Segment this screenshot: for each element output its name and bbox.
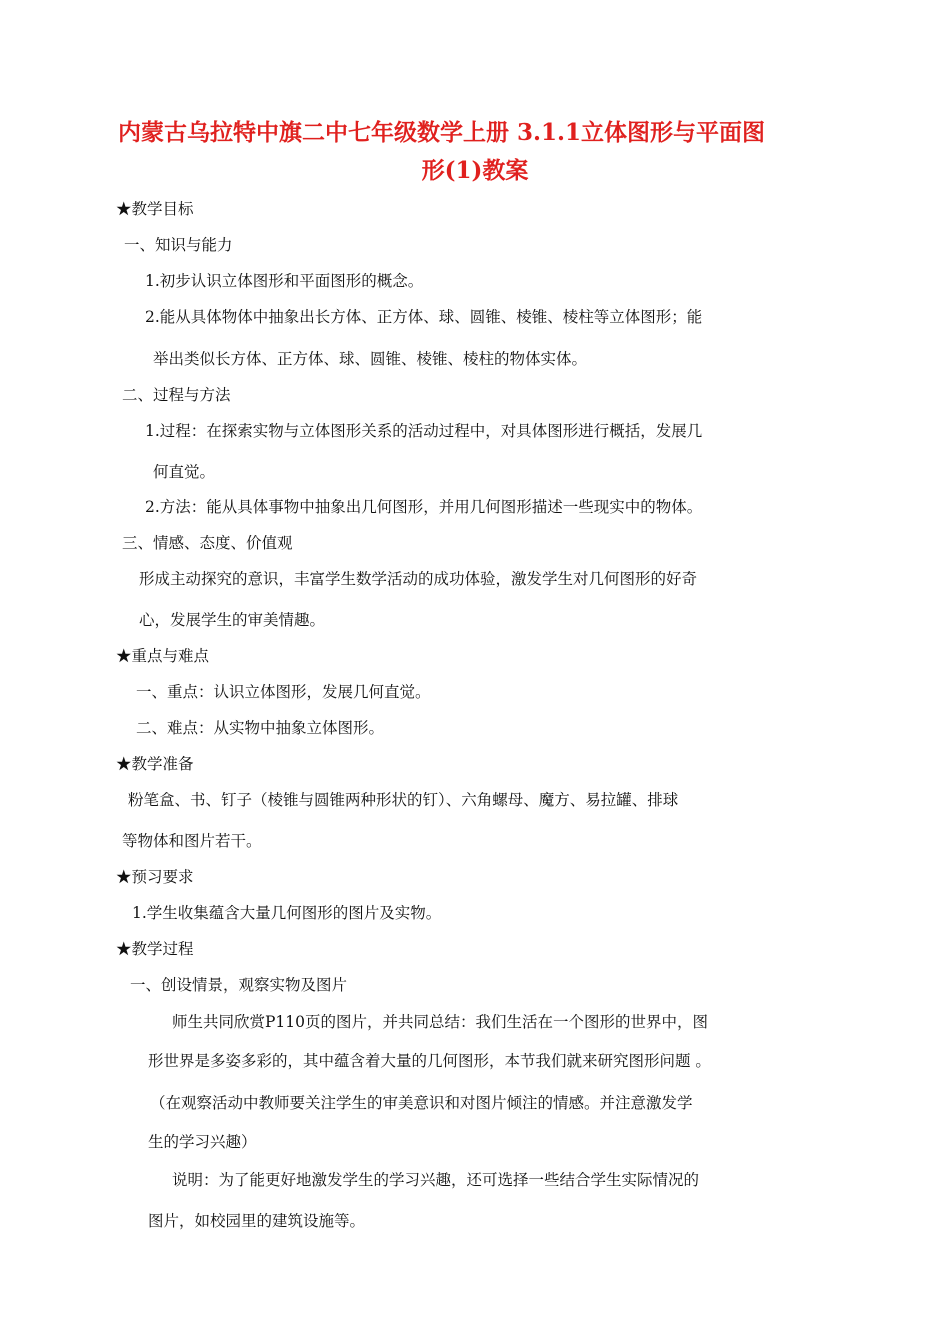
section-heading-goals: ★教学目标 xyxy=(116,200,194,218)
subsection-heading-emotion: 三、情感、态度、价值观 xyxy=(122,534,293,552)
paragraph-line: 说明：为了能更好地激发学生的学习兴趣，还可选择一些结合学生实际情况的 xyxy=(172,1171,700,1189)
section-heading-teaching-process: ★教学过程 xyxy=(116,940,194,958)
paragraph-line: （在观察活动中教师要关注学生的审美意识和对图片倾注的情感。并注意激发学 xyxy=(150,1094,693,1112)
paragraph-line: 等物体和图片若干。 xyxy=(122,832,262,850)
section-heading-preparation: ★教学准备 xyxy=(116,755,194,773)
paragraph-line: 1.初步认识立体图形和平面图形的概念。 xyxy=(145,272,424,290)
paragraph-line: 举出类似长方体、正方体、球、圆锥、棱锥、棱柱的物体实体。 xyxy=(153,350,588,368)
paragraph-line: 心，发展学生的审美情趣。 xyxy=(139,611,326,629)
paragraph-line: 2.能从具体物体中抽象出长方体、正方体、球、圆锥、棱锥、棱柱等立体图形；能 xyxy=(145,308,703,326)
paragraph-line: 1.学生收集蕴含大量几何图形的图片及实物。 xyxy=(132,904,442,922)
paragraph-line: 何直觉。 xyxy=(153,463,216,481)
paragraph-line: 师生共同欣赏P110页的图片，并共同总结：我们生活在一个图形的世界中，图 xyxy=(172,1013,709,1031)
subsection-heading-process: 二、过程与方法 xyxy=(122,386,231,404)
paragraph-line: 形成主动探究的意识，丰富学生数学活动的成功体验，激发学生对几何图形的好奇 xyxy=(139,570,698,588)
paragraph-line: 图片，如校园里的建筑设施等。 xyxy=(148,1212,366,1230)
paragraph-line: 2.方法：能从具体事物中抽象出几何图形，并用几何图形描述一些现实中的物体。 xyxy=(145,498,703,516)
paragraph-line: 二、难点：从实物中抽象立体图形。 xyxy=(136,719,385,737)
document-title-line-2: 形(1)教案 xyxy=(421,157,529,184)
subsection-heading-knowledge: 一、知识与能力 xyxy=(124,236,233,254)
section-heading-preview: ★预习要求 xyxy=(116,868,194,886)
paragraph-line: 一、重点：认识立体图形，发展几何直觉。 xyxy=(136,683,431,701)
subsection-heading-scenario: 一、创设情景，观察实物及图片 xyxy=(130,976,348,994)
paragraph-line: 形世界是多姿多彩的，其中蕴含着大量的几何图形，本节我们就来研究图形问题 。 xyxy=(148,1052,711,1070)
paragraph-line: 粉笔盒、书、钉子（棱锥与圆锥两种形状的钉）、六角螺母、魔方、易拉罐、排球 xyxy=(128,791,679,809)
document-title-line-1: 内蒙古乌拉特中旗二中七年级数学上册 3.1.1立体图形与平面图 xyxy=(118,119,766,146)
paragraph-line: 生的学习兴趣） xyxy=(148,1133,257,1151)
paragraph-line: 1.过程：在探索实物与立体图形关系的活动过程中，对具体图形进行概括，发展几 xyxy=(145,422,703,440)
section-heading-keypoints: ★重点与难点 xyxy=(116,647,210,665)
